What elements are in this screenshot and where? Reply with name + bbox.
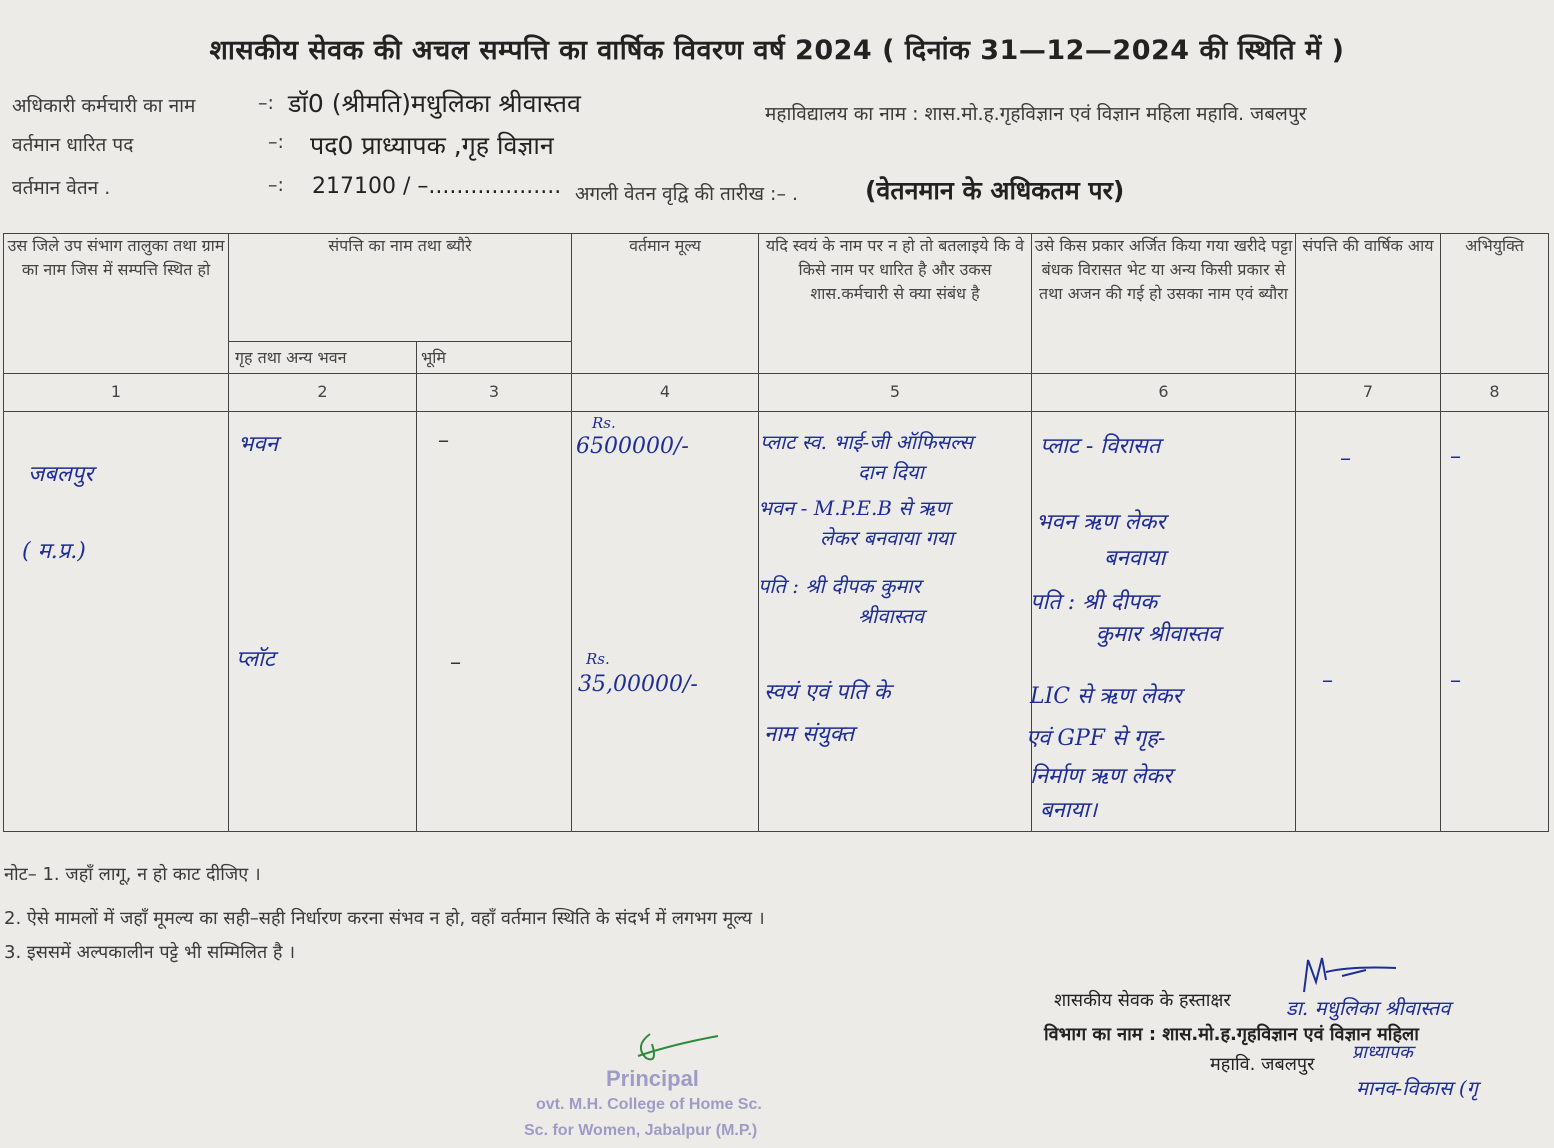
handwritten-note: बनवाया [1104, 546, 1166, 571]
department-label: विभाग का नाम : शास.मो.ह.गृहविज्ञान एवं विज्ञान महिला [1044, 1024, 1419, 1045]
header-land: भूमि [417, 342, 572, 374]
handwritten-note: कुमार श्रीवास्तव [1096, 622, 1221, 647]
salary-value: 217100 / –................... [312, 174, 562, 199]
stamp-line-1: ovt. M.H. College of Home Sc. [536, 1096, 762, 1113]
dash-mark: – [1340, 446, 1351, 471]
col-number: 8 [1441, 374, 1549, 412]
post-value: पद0 प्राध्यापक ,गृह विज्ञान [310, 131, 554, 160]
col-number: 1 [4, 374, 229, 412]
designation-ink: प्राध्यापक [1352, 1042, 1413, 1063]
handwritten-note: एवं GPF से गृह- [1026, 726, 1166, 751]
increment-value: (वेतनमान के अधिकतम पर) [865, 176, 1125, 205]
salary-label: वर्तमान वेतन . [12, 177, 111, 199]
handwritten-note: पति : श्री दीपक कुमार [758, 574, 921, 598]
handwritten-note: भवन ऋण लेकर [1036, 510, 1166, 535]
col-number: 3 [417, 374, 572, 412]
handwritten-state: ( म.प्र.) [22, 539, 86, 564]
dash-mark: – [1322, 668, 1333, 693]
data-cell [229, 412, 417, 832]
handwritten-note: दान दिया [858, 460, 924, 484]
handwritten-value: 6500000/- [576, 434, 689, 459]
department-label-2: महावि. जबलपुर [1210, 1054, 1315, 1075]
stamp-line-2: Sc. for Women, Jabalpur (M.P.) [524, 1122, 758, 1139]
handwritten-building: भवन [238, 432, 278, 457]
col-number: 7 [1296, 374, 1441, 412]
note-3: 3. इससमें अल्पकालीन पट्टे भी सम्मिलित है । [4, 942, 296, 963]
handwritten-note: LIC से ऋण लेकर [1030, 684, 1182, 709]
principal-signature [628, 1028, 724, 1068]
handwritten-location: जबलपुर [28, 462, 94, 487]
col-number: 4 [572, 374, 759, 412]
handwritten-note: नाम संयुक्त [764, 722, 855, 747]
header-property-details: संपत्ति का नाम तथा ब्यौरे [229, 234, 572, 342]
data-cell [417, 412, 572, 832]
stamp-title: Principal [606, 1066, 699, 1091]
name-separator: –: [258, 92, 274, 114]
dash-mark: – [1450, 668, 1461, 693]
data-cell [1296, 412, 1441, 832]
dash-mark: – [450, 650, 461, 675]
department-ink: मानव-विकास (गृ [1356, 1076, 1478, 1100]
salary-separator: –: [268, 174, 284, 196]
handwritten-note: प्लाट स्व. भाई-जी ऑफिसल्स [760, 430, 973, 454]
header-holder-relation: यदि स्वयं के नाम पर न हो तो बतलाइये कि वे किसे नाम पर धारित है और उकस शास.कर्मचारी से क्या संबंध है [759, 234, 1032, 374]
post-label: वर्तमान धारित पद [12, 134, 134, 156]
handwritten-note: भवन - M.P.E.B से ऋण [758, 496, 950, 520]
header-remarks: अभियुक्ति [1441, 234, 1549, 374]
name-label: अधिकारी कर्मचारी का नाम [12, 95, 196, 117]
handwritten-value-prefix: Rs. [586, 650, 610, 668]
col-number: 5 [759, 374, 1032, 412]
dash-mark: – [1450, 444, 1461, 469]
header-annual-income: संपत्ति की वार्षिक आय [1296, 234, 1441, 374]
page-title: शासकीय सेवक की अचल सम्पत्ति का वार्षिक विवरण वर्ष 2024 ( दिनांक 31—12—2024 की स्थिति में ) [209, 35, 1345, 66]
handwritten-note: लेकर बनवाया गया [820, 526, 954, 550]
header-current-value: वर्तमान मूल्य [572, 234, 759, 374]
data-cell [572, 412, 759, 832]
handwritten-value-prefix: Rs. [592, 414, 616, 432]
handwritten-value: 35,00000/- [578, 672, 698, 697]
handwritten-note: श्रीवास्तव [858, 604, 924, 628]
handwritten-note: निर्माण ऋण लेकर [1030, 764, 1173, 789]
post-separator: –: [268, 131, 284, 153]
dash-mark: – [438, 428, 449, 453]
handwritten-note: प्लाट - विरासत [1040, 434, 1161, 459]
data-cell [1441, 412, 1549, 832]
handwritten-note: पति : श्री दीपक [1030, 590, 1158, 615]
handwritten-plot: प्लॉट [236, 647, 275, 672]
header-location: उस जिले उप संभाग तालुका तथा ग्राम का नाम जिस में सम्पत्ति स्थित हो [4, 234, 229, 374]
signature-ink: डा. मधुलिका श्रीवास्तव [1286, 996, 1451, 1020]
header-buildings: गृह तथा अन्य भवन [229, 342, 417, 374]
college-name: महाविद्यालय का नाम : शास.मो.ह.गृहविज्ञान एवं विज्ञान महिला महावि. जबलपुर [765, 103, 1307, 125]
signature-label: शासकीय सेवक के हस्ताक्षर [1054, 990, 1231, 1011]
name-value: डॉ0 (श्रीमति)मधुलिका श्रीवास्तव [288, 89, 581, 118]
col-number: 6 [1032, 374, 1296, 412]
note-2: 2. ऐसे मामलों में जहॉं मूमल्य का सही–सही निर्धारण करना संभव न हो, वहॉं वर्तमान स्थिति के संदर्भ में लगभग मूल्य । [4, 908, 765, 929]
note-1: नोट– 1. जहॉं लागू, न हो काट दीजिए । [4, 864, 261, 885]
col-number: 2 [229, 374, 417, 412]
handwritten-note: बनाया। [1040, 798, 1098, 823]
header-acquisition: उसे किस प्रकार अर्जित किया गया खरीदे पट्टा बंधक विरासत भेट या अन्य किसी प्रकार से तथा अजन की गई हो उसका नाम एवं ब्यौरा [1032, 234, 1296, 374]
handwritten-note: स्वयं एवं पति के [764, 680, 891, 705]
increment-label: अगली वेतन वृद्वि की तारीख :– . [575, 183, 799, 205]
